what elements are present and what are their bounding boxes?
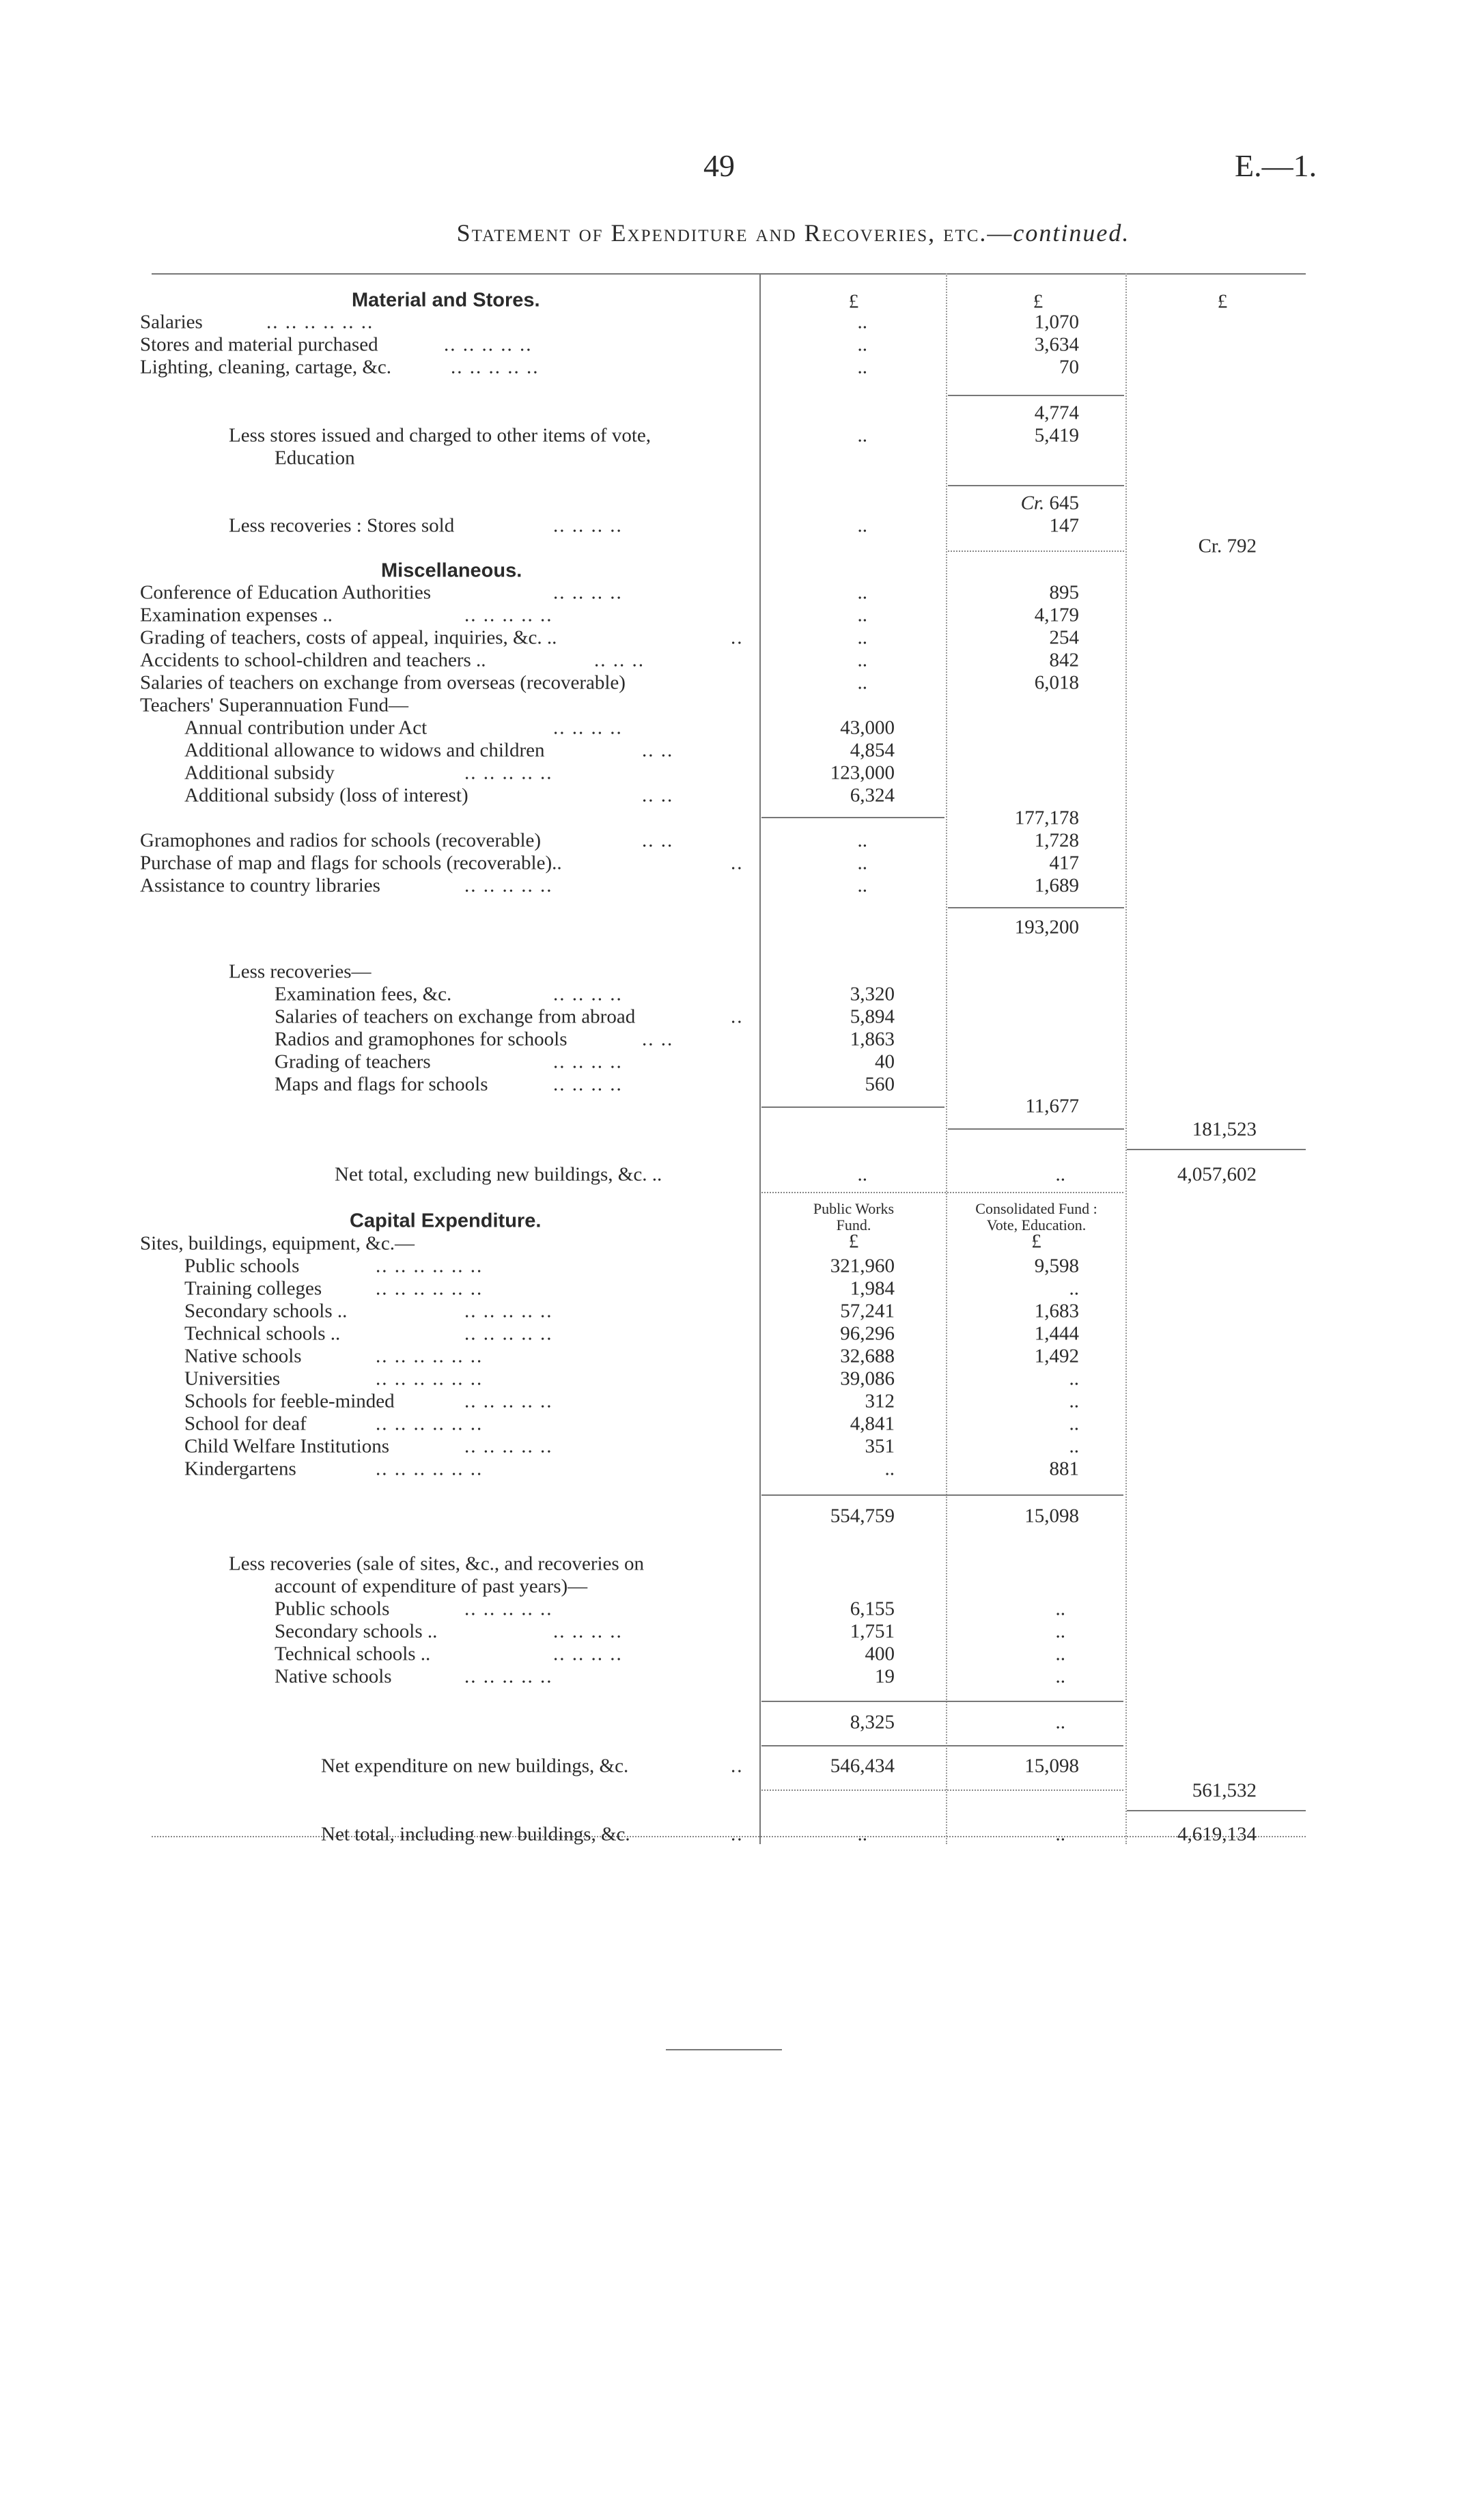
net-including-label: Net total, including new buildings, &c. <box>321 1823 630 1846</box>
misc-row-label: Grading of teachers, costs of appeal, inquiries, &c. .. <box>140 626 557 649</box>
capital-recovery-label: Technical schools .. <box>275 1643 431 1665</box>
leader-dots: .. <box>731 1755 744 1777</box>
subtotal-rule <box>948 485 1124 486</box>
column-divider-2 <box>946 273 947 1844</box>
leader-dots: .. .. .. .. .. .. <box>376 1345 484 1367</box>
material-net-total: Cr. 792 <box>1198 535 1257 557</box>
superannuation-heading: Teachers' Superannuation Fund— <box>140 694 408 716</box>
leader-dots: .. .. .. .. .. <box>464 1390 553 1412</box>
leader-dots: .. .. .. .. .. <box>464 762 553 784</box>
row-col1: .. <box>857 311 867 333</box>
superannuation-row-col1: 43,000 <box>840 716 895 739</box>
capital-row-col2: .. <box>1069 1277 1079 1300</box>
row-col2: 70 <box>1059 356 1079 378</box>
misc-row-col1: .. <box>857 649 867 671</box>
misc-row-label: Examination expenses .. <box>140 604 333 626</box>
page-reference: E.—1. <box>1235 148 1317 183</box>
subtotal-rule <box>761 1789 1123 1791</box>
col2-currency: £ <box>1033 290 1044 313</box>
superannuation-row-col1: 123,000 <box>830 762 895 784</box>
less-stores-line1: Less stores issued and charged to other items of vote, <box>229 424 651 447</box>
leader-dots: .. .. .. .. .. .. <box>376 1277 484 1300</box>
row-col2: 3,634 <box>1034 333 1079 356</box>
leader-dots: .. .. .. .. <box>553 1050 623 1073</box>
title-text: Statement of Expenditure and Recoveries, etc.— <box>456 219 1013 247</box>
misc-recovery-col1: 5,894 <box>850 1005 895 1028</box>
misc-row-col1: .. <box>857 626 867 649</box>
capital-row-col1: 312 <box>865 1390 895 1412</box>
leader-dots: .. .. .. .. .. .. <box>376 1367 484 1390</box>
capital-row-col1: 57,241 <box>840 1300 895 1322</box>
leader-dots: .. .. .. .. <box>553 1073 623 1096</box>
misc-row-col1: .. <box>857 604 867 626</box>
leader-dots: .. .. .. .. .. <box>464 1435 553 1458</box>
row-label: Lighting, cleaning, cartage, &c. <box>140 356 391 378</box>
leader-dots: .. .. .. .. <box>553 581 623 604</box>
capital-row-col1: 39,086 <box>840 1367 895 1390</box>
capital-net-col3: 561,532 <box>1192 1779 1257 1802</box>
misc-row-col2: 4,179 <box>1034 604 1079 626</box>
col3-currency: £ <box>1217 290 1228 313</box>
leader-dots: .. .. .. .. .. <box>464 1665 553 1688</box>
capital-recovery-col1: 1,751 <box>850 1620 895 1643</box>
capital-col2-header-line2: Vote, Education. <box>986 1216 1087 1234</box>
capital-recoveries-total-col2: .. <box>1055 1711 1065 1733</box>
net-excluding-col3: 4,057,602 <box>1177 1163 1257 1186</box>
misc-row-col1: .. <box>857 581 867 604</box>
less-recoveries-stores-label: Less recoveries : Stores sold <box>229 514 455 537</box>
misc2-row-col2: 1,689 <box>1034 874 1079 897</box>
misc2-row-col2: 1,728 <box>1034 829 1079 852</box>
leader-dots: .. .. .. .. .. <box>464 1300 553 1322</box>
superannuation-row-col1: 4,854 <box>850 739 895 762</box>
misc2-row-col2: 417 <box>1049 852 1079 874</box>
net-excluding-col2: .. <box>1055 1163 1065 1186</box>
less-stores-line2: Education <box>275 447 355 469</box>
row-label: Stores and material purchased <box>140 333 378 356</box>
section-rule <box>761 1192 1123 1193</box>
capital-row-label: Schools for feeble-minded <box>184 1390 395 1412</box>
misc-row-col2: 895 <box>1049 581 1079 604</box>
capital-heading: Capital Expenditure. <box>350 1210 542 1232</box>
subtotal-rule <box>761 817 944 818</box>
misc2-row-label: Gramophones and radios for schools (recoverable) <box>140 829 542 852</box>
capital-row-col1: 351 <box>865 1435 895 1458</box>
leader-dots: .. .. .. .. .. .. <box>266 311 374 333</box>
misc-gross-total: 193,200 <box>1014 916 1079 938</box>
capital-row-label: Native schools <box>184 1345 302 1367</box>
capital-row-label: School for deaf <box>184 1412 307 1435</box>
leader-dots: .. <box>731 1823 744 1846</box>
leader-dots: .. .. .. .. .. .. <box>376 1412 484 1435</box>
superannuation-row-label: Additional allowance to widows and children <box>184 739 545 762</box>
leader-dots: .. .. .. .. .. <box>464 874 553 897</box>
cr-prefix: Cr. <box>1020 492 1045 514</box>
subtotal-rule <box>761 1745 1123 1746</box>
capital-row-label: Secondary schools .. <box>184 1300 348 1322</box>
net-including-col3: 4,619,134 <box>1177 1823 1257 1846</box>
capital-recovery-col1: 6,155 <box>850 1598 895 1620</box>
page-title <box>0 219 1484 247</box>
subtotal-rule <box>761 1106 944 1108</box>
end-rule <box>666 2049 782 2050</box>
subtotal-rule <box>948 551 1124 552</box>
subtotal-rule <box>948 1128 1124 1130</box>
capital-row-col1: 4,841 <box>850 1412 895 1435</box>
capital-row-label: Universities <box>184 1367 281 1390</box>
capital-recovery-col1: 400 <box>865 1643 895 1665</box>
column-divider-3 <box>1125 273 1127 1844</box>
leader-dots: .. .. .. .. .. <box>464 604 553 626</box>
net-including-col1: .. <box>857 1823 867 1846</box>
capital-row-col2: .. <box>1069 1390 1079 1412</box>
capital-gross-col2: 15,098 <box>1024 1505 1079 1527</box>
misc2-row-col1: .. <box>857 852 867 874</box>
capital-row-label: Child Welfare Institutions <box>184 1435 389 1458</box>
misc-row-col2: 6,018 <box>1034 671 1079 694</box>
superannuation-row-label: Additional subsidy (loss of interest) <box>184 784 468 807</box>
capital-row-col1: 32,688 <box>840 1345 895 1367</box>
leader-dots: .. .. .. .. <box>553 514 623 537</box>
row-col1: .. <box>857 356 867 378</box>
capital-row-col2: 9,598 <box>1034 1255 1079 1277</box>
misc-row-label: Salaries of teachers on exchange from overseas (recoverable) <box>140 671 626 694</box>
misc-net-total: 181,523 <box>1192 1118 1257 1141</box>
leader-dots: .. .. .. .. .. <box>451 356 540 378</box>
misc-recovery-col1: 40 <box>875 1050 895 1073</box>
misc-row-col2: 254 <box>1049 626 1079 649</box>
title-suffix: continued. <box>1013 219 1130 247</box>
capital-row-label: Kindergartens <box>184 1458 296 1480</box>
material-subtotal: 4,774 <box>1034 402 1079 424</box>
capital-recovery-col2: .. <box>1055 1665 1065 1688</box>
capital-row-col2: .. <box>1069 1367 1079 1390</box>
col1-currency: £ <box>848 290 859 313</box>
superannuation-row-col1: 6,324 <box>850 784 895 807</box>
capital-row-label: Technical schools .. <box>184 1322 341 1345</box>
leader-dots: .. .. <box>642 784 674 807</box>
misc-recovery-label: Maps and flags for schools <box>275 1073 488 1096</box>
leader-dots: .. .. .. .. .. <box>444 333 533 356</box>
leader-dots: .. .. .. .. .. <box>464 1598 553 1620</box>
section-rule <box>1127 1810 1306 1811</box>
less-stores-col1: .. <box>857 424 867 447</box>
leader-dots: .. .. .. <box>594 649 645 671</box>
capital-less-line2: account of expenditure of past years)— <box>275 1575 588 1598</box>
capital-net-label: Net expenditure on new buildings, &c. <box>321 1755 629 1777</box>
misc-row-label: Accidents to school-children and teachers .. <box>140 649 486 671</box>
capital-row-col2: 1,492 <box>1034 1345 1079 1367</box>
subtotal-rule <box>948 907 1124 908</box>
leader-dots: .. .. .. .. <box>553 983 623 1005</box>
capital-gross-col1: 554,759 <box>830 1505 895 1527</box>
misc-heading: Miscellaneous. <box>381 559 522 582</box>
misc2-row-label: Purchase of map and flags for schools (recoverable).. <box>140 852 562 874</box>
misc-row-col2: 842 <box>1049 649 1079 671</box>
misc-recovery-col1: 3,320 <box>850 983 895 1005</box>
capital-recoveries-total-col1: 8,325 <box>850 1711 895 1733</box>
leader-dots: .. .. .. .. .. .. <box>376 1255 484 1277</box>
subtotal-rule <box>761 1701 1123 1702</box>
capital-row-col1: 321,960 <box>830 1255 895 1277</box>
leader-dots: .. .. <box>642 739 674 762</box>
capital-row-label: Public schools <box>184 1255 300 1277</box>
capital-recovery-label: Secondary schools .. <box>275 1620 438 1643</box>
capital-row-label: Training colleges <box>184 1277 322 1300</box>
capital-col1-currency: £ <box>848 1230 859 1253</box>
capital-recovery-col2: .. <box>1055 1598 1065 1620</box>
column-divider-1 <box>759 273 761 1844</box>
material-heading: Material and Stores. <box>352 289 540 311</box>
misc-row-col1: .. <box>857 671 867 694</box>
misc-recovery-label: Examination fees, &c. <box>275 983 452 1005</box>
row-col1: .. <box>857 333 867 356</box>
leader-dots: .. <box>731 852 744 874</box>
section-rule <box>1127 1149 1306 1150</box>
capital-row-col1: 1,984 <box>850 1277 895 1300</box>
superannuation-row-label: Additional subsidy <box>184 762 335 784</box>
misc-recovery-col1: 560 <box>865 1073 895 1096</box>
leader-dots: .. .. .. .. <box>553 1620 623 1643</box>
capital-col2-currency: £ <box>1031 1230 1041 1253</box>
superannuation-row-label: Annual contribution under Act <box>184 716 428 739</box>
capital-col2-header-line1: Consolidated Fund : <box>975 1200 1097 1217</box>
capital-recovery-col2: .. <box>1055 1643 1065 1665</box>
leader-dots: .. .. .. .. .. .. <box>376 1458 484 1480</box>
capital-row-col1: .. <box>884 1458 895 1480</box>
misc-row-label: Conference of Education Authorities <box>140 581 432 604</box>
capital-row-col2: 1,444 <box>1034 1322 1079 1345</box>
capital-row-col1: 96,296 <box>840 1322 895 1345</box>
leader-dots: .. <box>731 1005 744 1028</box>
capital-net-col2: 15,098 <box>1024 1755 1079 1777</box>
capital-row-col2: .. <box>1069 1412 1079 1435</box>
misc-recovery-col1: 1,863 <box>850 1028 895 1050</box>
leader-dots: .. .. <box>642 1028 674 1050</box>
capital-col1-header-line1: Public Works <box>813 1200 895 1217</box>
misc2-row-col1: .. <box>857 874 867 897</box>
less-recoveries-stores-col2: 147 <box>1049 514 1079 537</box>
subtotal-rule <box>761 1494 1123 1496</box>
cr-value: 645 <box>1049 492 1079 514</box>
leader-dots: .. .. .. .. <box>553 1643 623 1665</box>
capital-less-line1: Less recoveries (sale of sites, &c., and recoveries on <box>229 1552 644 1575</box>
capital-recovery-col2: .. <box>1055 1620 1065 1643</box>
less-stores-col2: 5,419 <box>1034 424 1079 447</box>
net-excluding-col1: .. <box>857 1163 867 1186</box>
capital-recovery-label: Public schools <box>275 1598 390 1620</box>
cr-subtotal <box>956 492 1079 515</box>
capital-row-col2: 881 <box>1049 1458 1079 1480</box>
capital-row-col2: 1,683 <box>1034 1300 1079 1322</box>
capital-recovery-label: Native schools <box>275 1665 392 1688</box>
misc2-row-label: Assistance to country libraries <box>140 874 380 897</box>
net-including-col2: .. <box>1055 1823 1065 1846</box>
misc-recovery-label: Salaries of teachers on exchange from abroad <box>275 1005 636 1028</box>
net-excluding-label: Net total, excluding new buildings, &c. .. <box>335 1163 662 1186</box>
misc-recovery-label: Radios and gramophones for schools <box>275 1028 568 1050</box>
misc2-row-col1: .. <box>857 829 867 852</box>
subtotal-rule <box>948 395 1124 396</box>
misc-less-recoveries-heading: Less recoveries— <box>229 960 372 983</box>
row-col2: 1,070 <box>1034 311 1079 333</box>
capital-net-col1: 546,434 <box>830 1755 895 1777</box>
capital-recovery-col1: 19 <box>875 1665 895 1688</box>
misc-recoveries-total: 11,677 <box>1025 1095 1079 1117</box>
leader-dots: .. <box>731 626 744 649</box>
leader-dots: .. .. .. .. <box>553 716 623 739</box>
table-top-rule <box>152 273 1306 275</box>
capital-row-col2: .. <box>1069 1435 1079 1458</box>
row-label: Salaries <box>140 311 203 333</box>
superannuation-total: 177,178 <box>1014 807 1079 829</box>
leader-dots: .. .. .. .. .. <box>464 1322 553 1345</box>
page-number: 49 <box>703 148 735 183</box>
leader-dots: .. .. <box>642 829 674 852</box>
capital-col1-header-line2: Fund. <box>836 1216 871 1234</box>
less-recoveries-stores-col1: .. <box>857 514 867 537</box>
sites-heading: Sites, buildings, equipment, &c.— <box>140 1232 415 1255</box>
misc-recovery-label: Grading of teachers <box>275 1050 431 1073</box>
